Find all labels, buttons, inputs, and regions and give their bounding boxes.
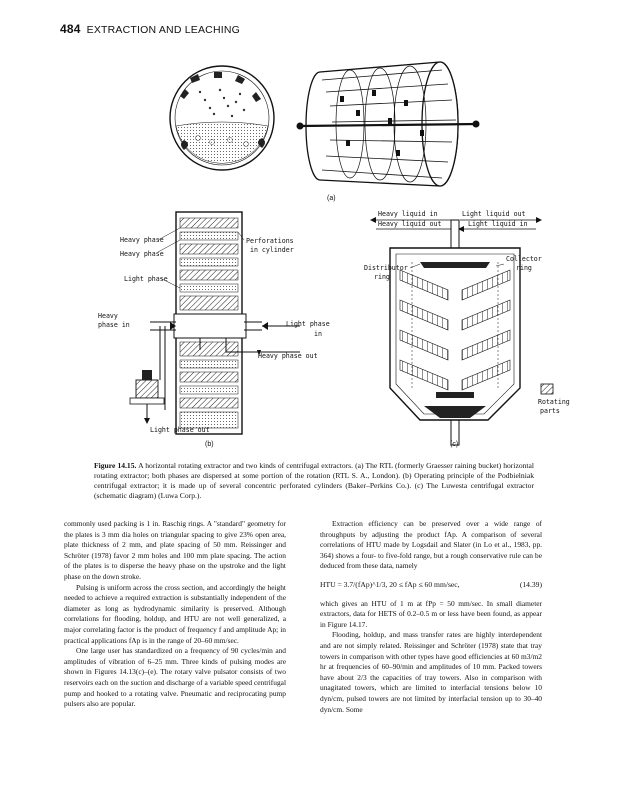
equation-number: (14.39) [519, 579, 542, 589]
label-rotating: Rotating [538, 398, 570, 406]
equation-14-39 [320, 580, 542, 591]
label-perforations: Perforations [246, 237, 294, 245]
label-collector-ring: ring [516, 264, 532, 272]
right-column [320, 519, 542, 715]
rotating-parts-legend-swatch [541, 384, 553, 394]
label-collector: Collector [506, 255, 542, 263]
panel-a-drawing [170, 62, 480, 186]
left-paragraph-2: Pulsing is uniform across the cross section, and accordingly the height needed to achieve a required extraction is substantially independent of the diameter as long as hydrodynamic similarity is preserved. Although correlations for flooding, holdup, and HTU are not well generalized, a major correlating factor is the product of frequency f and amplitude Ap; in practical applications fAp is in the range of 20–60 mm/sec. [64, 582, 286, 645]
figure-caption [94, 461, 534, 501]
page-number: 484 [60, 22, 81, 36]
left-paragraph-1: commonly used packing is 1 in. Raschig rings. A "standard" geometry for the plates is 3 mm dia holes on triangular spacing to give 23% open area, plate thickness of 2 mm, and plate spacing of 50 mm. Reissinger and Schröter (1978) favor 2 mm holes and 100 mm plate spacing. The action of the plates is to disperse the heavy phase on the upstroke and the light phase on the down stroke. [64, 519, 286, 581]
label-light-liquid-in: Light liquid in [468, 220, 528, 228]
panel-a-label: (a) [327, 195, 336, 202]
label-heavy-phase-2: Heavy phase [120, 250, 164, 258]
caption-figure-number: Figure 14.15. [94, 461, 137, 470]
label-light-phase-out: Light phase out [150, 426, 210, 434]
label-in-cylinder: in cylinder [250, 246, 294, 254]
label-heavy-phase-in-2: phase in [98, 321, 130, 329]
running-title: EXTRACTION AND LEACHING [86, 24, 240, 36]
label-light-phase-in-1: Light phase [286, 320, 330, 328]
panel-c-drawing [370, 217, 553, 445]
label-distributor-ring: ring [374, 273, 390, 281]
panel-b-label: (b) [205, 441, 214, 448]
right-paragraph-3: Flooding, holdup, and mass transfer rates are highly interdependent and are not simply related. Reissinger and Schröter (1978) state that tray towers in comparison with other types have good efficiencies at 60 m3/m2 hr at frequencies of 60–90/min and amplitudes of 10 mm. Packed towers have about 2/3 the capacities of tray towers. Also in comparison with unagitated towers, which are limited to interfacial tensions below 10 dyn/cm, pulsed towers are not limited by interfacial tension up to 30–40 dyn/cm. Some [320, 630, 542, 714]
label-light-liquid-out: Light liquid out [462, 210, 526, 218]
label-light-phase-in-2: in [314, 330, 322, 338]
caption-text: A horizontal rotating extractor and two kinds of centrifugal extractors. (a) The RTL (formerly Graesser raining bucket) horizontal rotating extractor; both phases are dispersed at some portion of the rotation (RTL S. A., London). (b) Operating principle of the Podbielniak centrifugal extractor; it is made up of several concentric perforated cylinders (Baker–Perkins Co.). (c) The Luwesta centrifugal extractor (schematic diagram) (Luwa Corp.). [94, 461, 535, 500]
equation-body: HTU = 3.7/(fAp)^1/3, 20 ≤ fAp ≤ 60 mm/sec, [320, 579, 460, 589]
label-heavy-liquid-in: Heavy liquid in [378, 210, 438, 218]
right-paragraph-2: which gives an HTU of 1 m at fPp = 50 mm/sec. In small diameter extractors, data for HETS of 0.2–0.5 m or less have been found, as appear in Figure 14.17. [320, 598, 542, 629]
left-column [64, 519, 286, 710]
label-light-phase: Light phase [124, 275, 168, 283]
label-heavy-phase-out: Heavy phase out [258, 352, 318, 360]
left-paragraph-3: One large user has standardized on a frequency of 90 cycles/min and amplitudes of vibration of 6–25 mm. Three kinds of pulsing modes are shown in Figures 14.13(c)–(e). The rotary valve pulsator consists of two reservoirs each on the suction and discharge of a variable speed centrifugal pump and hooked to a rotating valve. Pneumatic and reciprocating pump pulsers also are popular. [64, 646, 286, 709]
panel-c-label: (c) [450, 441, 459, 448]
label-distributor: Distributor [364, 264, 408, 272]
label-rotating-parts: parts [540, 407, 560, 415]
label-heavy-phase-in-1: Heavy [98, 312, 118, 320]
right-paragraph-1: Extraction efficiency can be preserved over a wide range of throughputs by adjusting the product fAp. A comparison of several correlations of HTU made by Logsdail and Slater (in Lo et al., 1983, pp. 364) shows a four- to five-fold range, but a rough conservative rule can be deduced from these data, namely [320, 519, 542, 571]
label-heavy-phase-1: Heavy phase [120, 236, 164, 244]
label-heavy-liquid-out: Heavy liquid out [378, 220, 442, 228]
